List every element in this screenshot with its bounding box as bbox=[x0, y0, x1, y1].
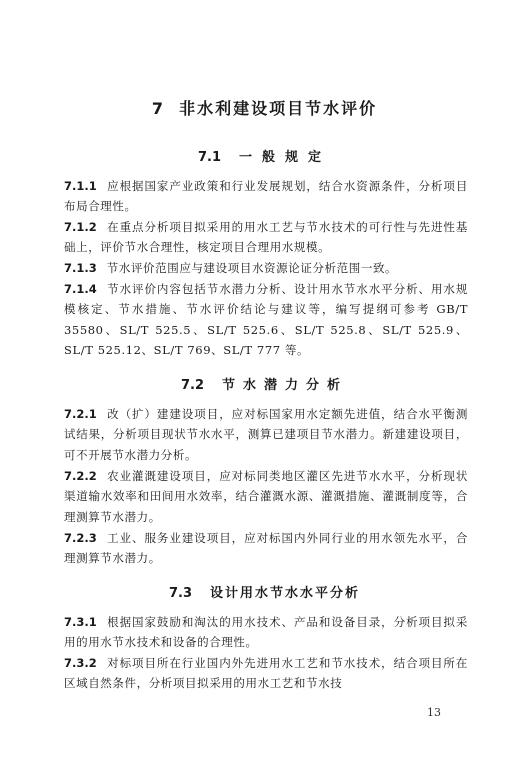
clause-text: 在重点分析项目拟采用的用水工艺与节水技术的可行性与先进性基础上，评价节水合理性，核定项目合理用水规模。 bbox=[64, 220, 468, 255]
page-number: 13 bbox=[427, 706, 441, 719]
clause bbox=[64, 653, 468, 694]
clause bbox=[64, 279, 468, 360]
clause-number: 7.1.2 bbox=[64, 220, 97, 234]
section-heading bbox=[0, 582, 529, 601]
clause bbox=[64, 176, 468, 217]
section-heading bbox=[0, 146, 529, 165]
section-heading bbox=[0, 374, 529, 393]
clause bbox=[64, 404, 468, 465]
clause-text: 改（扩）建建设项目，应对标国家用水定额先进值，结合水平衡测试结果，分析项目现状节水水平，测算已建项目节水潜力。新建建设项目，可不开展节水潜力分析。 bbox=[64, 407, 468, 462]
section-number: 7.1 bbox=[197, 150, 221, 165]
clause-text: 对标项目所在行业国内外先进用水工艺和节水技术，结合项目所在区域自然条件，分析项目拟采用的用水工艺和节水技 bbox=[64, 656, 468, 691]
section-number: 7.3 bbox=[168, 586, 192, 601]
clause-number: 7.1.3 bbox=[64, 261, 97, 275]
chapter-number: 7 bbox=[151, 99, 166, 118]
clause-number: 7.1.1 bbox=[64, 179, 97, 193]
clause-text: 根据国家鼓励和淘汰的用水技术、产品和设备目录，分析项目拟采用的用水节水技术和设备的合理性。 bbox=[64, 615, 468, 650]
section-title: 一般规定 bbox=[239, 150, 332, 165]
clause bbox=[64, 612, 468, 653]
clause bbox=[64, 528, 468, 569]
clause-number: 7.3.2 bbox=[64, 656, 97, 670]
section-title: 节水潜力分析 bbox=[222, 378, 349, 393]
chapter-title: 非水利建设项目节水评价 bbox=[179, 99, 378, 118]
clause-number: 7.2.2 bbox=[64, 469, 97, 483]
clause-text: 节水评价内容包括节水潜力分析、设计用水节水水平分析、用水规模核定、节水措施、节水评价结论与建议等，编写提纲可参考 GB/T 35580、SL/T 525.5、SL/T 525.6、SL/T 525.8、SL/T 525.9、SL/T 525.12、SL/T 769、SL/T 777 等。 bbox=[64, 282, 468, 357]
section-title: 设计用水节水水平分析 bbox=[210, 586, 361, 601]
clause bbox=[64, 217, 468, 258]
clause bbox=[64, 466, 468, 527]
clause-text: 工业、服务业建设项目，应对标国内外同行业的用水领先水平，合理测算节水潜力。 bbox=[64, 531, 468, 566]
clause-text: 应根据国家产业政策和行业发展规划，结合水资源条件，分析项目布局合理性。 bbox=[64, 179, 468, 214]
chapter-heading bbox=[0, 96, 529, 119]
clause-number: 7.2.3 bbox=[64, 531, 97, 545]
clause-text: 节水评价范围应与建设项目水资源论证分析范围一致。 bbox=[106, 261, 398, 275]
section-number: 7.2 bbox=[180, 378, 204, 393]
clause-number: 7.1.4 bbox=[64, 282, 97, 296]
clause-number: 7.2.1 bbox=[64, 407, 97, 421]
clause-number: 7.3.1 bbox=[64, 615, 97, 629]
clause-text: 农业灌溉建设项目，应对标同类地区灌区先进节水水平，分析现状渠道输水效率和田间用水效率，结合灌溉水源、灌溉措施、灌溉制度等，合理测算节水潜力。 bbox=[64, 469, 468, 524]
clause bbox=[64, 258, 468, 278]
